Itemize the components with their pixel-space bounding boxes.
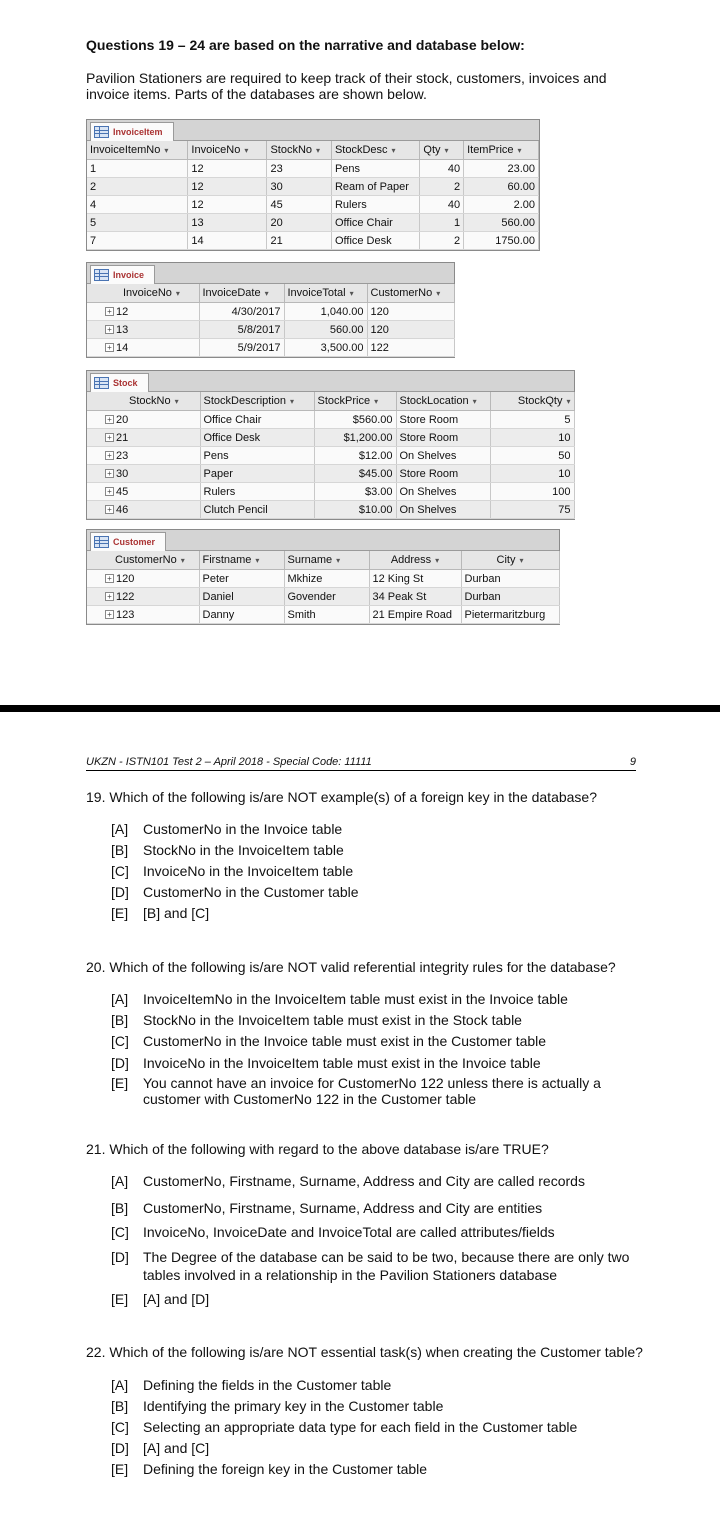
cell[interactable]: Rulers: [200, 483, 314, 501]
cell[interactable]: Govender: [284, 588, 369, 606]
option: [E] [A] and [D]: [111, 1291, 210, 1307]
cell[interactable]: Store Room: [396, 465, 490, 483]
option: [C] Selecting an appropriate data type for each field in the Customer table: [111, 1419, 578, 1435]
page-number: 9: [629, 756, 636, 768]
col-header[interactable]: Qty ▾: [420, 141, 464, 160]
cell[interactable]: Office Desk: [200, 429, 314, 447]
cell[interactable]: 120: [367, 321, 454, 339]
cell[interactable]: Danny: [199, 606, 284, 624]
col-header[interactable]: InvoiceItemNo ▾: [87, 141, 188, 160]
header-course: UKZN - ISTN101 Test 2 – April 2018 - Special Code: 11111: [86, 756, 372, 768]
table-row[interactable]: [87, 339, 454, 357]
table-icon: [94, 377, 109, 389]
cell[interactable]: Pens: [200, 447, 314, 465]
col-header[interactable]: StockQty ▾: [490, 392, 574, 411]
col-header[interactable]: StockDesc ▾: [331, 141, 419, 160]
col-header[interactable]: StockNo ▾: [87, 392, 200, 411]
invoiceitem-table: [86, 119, 540, 251]
cell[interactable]: Pietermaritzburg: [461, 606, 559, 624]
option: [D] [A] and [C]: [111, 1440, 210, 1456]
col-header[interactable]: InvoiceTotal ▾: [284, 284, 367, 303]
cell[interactable]: 2: [420, 178, 464, 196]
cell[interactable]: $3.00: [314, 483, 396, 501]
expand-icon[interactable]: +: [105, 469, 114, 478]
cell[interactable]: 13: [188, 214, 267, 232]
invoice-table: [86, 262, 455, 358]
cell[interactable]: 7: [87, 232, 188, 250]
col-header[interactable]: Firstname ▾: [199, 551, 284, 570]
cell[interactable]: 10: [490, 429, 574, 447]
col-header[interactable]: ItemPrice ▾: [464, 141, 539, 160]
table-row[interactable]: [87, 303, 454, 321]
page-separator: [0, 705, 720, 712]
cell[interactable]: On Shelves: [396, 447, 490, 465]
table-row[interactable]: [87, 570, 559, 588]
cell[interactable]: Durban: [461, 570, 559, 588]
col-header[interactable]: City ▾: [461, 551, 559, 570]
cell[interactable]: 45: [267, 196, 332, 214]
table-icon: [94, 126, 109, 138]
cell[interactable]: 4: [87, 196, 188, 214]
cell[interactable]: 12: [188, 160, 267, 178]
cell[interactable]: 2.00: [464, 196, 539, 214]
cell[interactable]: Store Room: [396, 411, 490, 429]
cell[interactable]: On Shelves: [396, 501, 490, 519]
expand-icon[interactable]: +: [105, 433, 114, 442]
col-header[interactable]: InvoiceNo ▾: [188, 141, 267, 160]
question-19: 19. Which of the following is/are NOT example(s) of a foreign key in the database?: [86, 789, 598, 805]
cell[interactable]: Rulers: [331, 196, 419, 214]
cell[interactable]: 560.00: [464, 214, 539, 232]
option: [C] CustomerNo in the Invoice table must exist in the Customer table: [111, 1033, 547, 1049]
cell[interactable]: 34 Peak St: [369, 588, 461, 606]
cell[interactable]: 5/9/2017: [199, 339, 284, 357]
option: [D] CustomerNo in the Customer table: [111, 884, 359, 900]
cell[interactable]: 1,040.00: [284, 303, 367, 321]
expand-icon[interactable]: +: [105, 415, 114, 424]
cell[interactable]: + 46: [87, 501, 200, 519]
question-20: 20. Which of the following is/are NOT valid referential integrity rules for the database?: [86, 959, 616, 975]
cell[interactable]: 5: [490, 411, 574, 429]
col-header[interactable]: CustomerNo ▾: [87, 551, 199, 570]
option: [B] Identifying the primary key in the Customer table: [111, 1398, 444, 1414]
table-row[interactable]: [87, 606, 559, 624]
cell[interactable]: 12 King St: [369, 570, 461, 588]
cell[interactable]: 5/8/2017: [199, 321, 284, 339]
col-header[interactable]: InvoiceDate ▾: [199, 284, 284, 303]
table-icon: [94, 269, 109, 281]
cell[interactable]: On Shelves: [396, 483, 490, 501]
cell[interactable]: + 30: [87, 465, 200, 483]
cell[interactable]: 60.00: [464, 178, 539, 196]
col-header[interactable]: StockNo ▾: [267, 141, 332, 160]
intro-paragraph: Pavilion Stationers are required to keep track of their stock, customers, invoices and invoice items. Parts of the databases are shown below.: [86, 70, 607, 102]
cell[interactable]: 23.00: [464, 160, 539, 178]
col-header[interactable]: StockLocation ▾: [396, 392, 490, 411]
cell[interactable]: 50: [490, 447, 574, 465]
invoiceitem-tab[interactable]: InvoiceItem: [90, 122, 174, 141]
cell[interactable]: Office Desk: [331, 232, 419, 250]
cell[interactable]: + 122: [87, 588, 199, 606]
col-header[interactable]: CustomerNo ▾: [367, 284, 454, 303]
option: [D] InvoiceNo in the InvoiceItem table must exist in the Invoice table: [111, 1055, 541, 1071]
cell[interactable]: + 13: [87, 321, 199, 339]
cell[interactable]: + 23: [87, 447, 200, 465]
page-header: [86, 756, 636, 771]
table-row[interactable]: [87, 214, 539, 232]
expand-icon[interactable]: +: [105, 325, 114, 334]
cell[interactable]: $1,200.00: [314, 429, 396, 447]
cell[interactable]: 23: [267, 160, 332, 178]
invoice-tab[interactable]: Invoice: [90, 265, 155, 284]
cell[interactable]: Mkhize: [284, 570, 369, 588]
expand-icon[interactable]: +: [105, 487, 114, 496]
cell[interactable]: $10.00: [314, 501, 396, 519]
expand-icon[interactable]: +: [105, 343, 114, 352]
cell[interactable]: + 120: [87, 570, 199, 588]
cell[interactable]: Ream of Paper: [331, 178, 419, 196]
cell[interactable]: 75: [490, 501, 574, 519]
col-header[interactable]: Surname ▾: [284, 551, 369, 570]
cell[interactable]: 120: [367, 303, 454, 321]
cell[interactable]: 12: [188, 196, 267, 214]
customer-table: [86, 529, 560, 625]
table-row[interactable]: [87, 483, 574, 501]
stock-tab[interactable]: Stock: [90, 373, 149, 392]
table-icon: [94, 536, 109, 548]
table-row[interactable]: [87, 465, 574, 483]
cell[interactable]: 1: [87, 160, 188, 178]
option: [C] InvoiceNo in the InvoiceItem table: [111, 863, 354, 879]
customer-tab[interactable]: Customer: [90, 532, 166, 551]
cell[interactable]: Daniel: [199, 588, 284, 606]
cell[interactable]: 2: [87, 178, 188, 196]
cell[interactable]: 21: [267, 232, 332, 250]
question-21: 21. Which of the following with regard to the above database is/are TRUE?: [86, 1141, 549, 1157]
cell[interactable]: 5: [87, 214, 188, 232]
cell[interactable]: 20: [267, 214, 332, 232]
cell[interactable]: 4/30/2017: [199, 303, 284, 321]
option: [B] StockNo in the InvoiceItem table must exist in the Stock table: [111, 1012, 522, 1028]
cell[interactable]: + 45: [87, 483, 200, 501]
expand-icon[interactable]: +: [105, 451, 114, 460]
option: [A] CustomerNo in the Invoice table: [111, 821, 343, 837]
cell[interactable]: Store Room: [396, 429, 490, 447]
table-row[interactable]: [87, 160, 539, 178]
cell[interactable]: 40: [420, 196, 464, 214]
expand-icon[interactable]: +: [105, 610, 114, 619]
cell[interactable]: Smith: [284, 606, 369, 624]
option: [B] StockNo in the InvoiceItem table: [111, 842, 344, 858]
cell[interactable]: + 14: [87, 339, 199, 357]
table-row[interactable]: [87, 232, 539, 250]
option: [C] InvoiceNo, InvoiceDate and InvoiceTotal are called attributes/fields: [111, 1224, 555, 1240]
stock-table: [86, 370, 575, 520]
cell[interactable]: 1: [420, 214, 464, 232]
cell[interactable]: + 20: [87, 411, 200, 429]
cell[interactable]: 12: [188, 178, 267, 196]
table-row[interactable]: [87, 321, 454, 339]
option: [E] [B] and [C]: [111, 905, 210, 921]
cell[interactable]: 14: [188, 232, 267, 250]
cell[interactable]: 21 Empire Road: [369, 606, 461, 624]
cell[interactable]: 1750.00: [464, 232, 539, 250]
cell[interactable]: Durban: [461, 588, 559, 606]
option: [B] CustomerNo, Firstname, Surname, Address and City are entities: [111, 1200, 543, 1216]
option: [A] CustomerNo, Firstname, Surname, Address and City are called records: [111, 1173, 585, 1189]
expand-icon[interactable]: +: [105, 505, 114, 514]
table-row[interactable]: [87, 178, 539, 196]
cell[interactable]: $560.00: [314, 411, 396, 429]
question-22: 22. Which of the following is/are NOT essential task(s) when creating the Customer table?: [86, 1344, 643, 1360]
col-header[interactable]: InvoiceNo ▾: [87, 284, 199, 303]
cell[interactable]: 40: [420, 160, 464, 178]
expand-icon[interactable]: +: [105, 307, 114, 316]
table-row[interactable]: [87, 411, 574, 429]
table-row[interactable]: [87, 196, 539, 214]
cell[interactable]: + 12: [87, 303, 199, 321]
table-row[interactable]: [87, 588, 559, 606]
option: [D] The Degree of the database can be said to be two, because there are only two tables involved in a relationship in the Pavilion Stationers database: [111, 1249, 630, 1283]
cell[interactable]: 30: [267, 178, 332, 196]
cell[interactable]: 3,500.00: [284, 339, 367, 357]
cell[interactable]: $45.00: [314, 465, 396, 483]
section-heading: Questions 19 – 24 are based on the narrative and database below:: [86, 37, 525, 53]
cell[interactable]: Office Chair: [200, 411, 314, 429]
expand-icon[interactable]: +: [105, 592, 114, 601]
cell[interactable]: Pens: [331, 160, 419, 178]
col-header[interactable]: StockPrice ▾: [314, 392, 396, 411]
expand-icon[interactable]: +: [105, 574, 114, 583]
cell[interactable]: $12.00: [314, 447, 396, 465]
cell[interactable]: 2: [420, 232, 464, 250]
option: [A] Defining the fields in the Customer table: [111, 1377, 392, 1393]
cell[interactable]: Peter: [199, 570, 284, 588]
cell[interactable]: + 123: [87, 606, 199, 624]
table-row[interactable]: [87, 447, 574, 465]
col-header[interactable]: StockDescription ▾: [200, 392, 314, 411]
table-row[interactable]: [87, 429, 574, 447]
cell[interactable]: + 21: [87, 429, 200, 447]
cell[interactable]: 10: [490, 465, 574, 483]
cell[interactable]: Office Chair: [331, 214, 419, 232]
cell[interactable]: 100: [490, 483, 574, 501]
table-row[interactable]: [87, 501, 574, 519]
option: [E] You cannot have an invoice for CustomerNo 122 unless there is actually a customer with CustomerNo 122 in the Customer table: [111, 1075, 601, 1107]
col-header[interactable]: Address ▾: [369, 551, 461, 570]
cell[interactable]: 122: [367, 339, 454, 357]
cell[interactable]: Clutch Pencil: [200, 501, 314, 519]
cell[interactable]: 560.00: [284, 321, 367, 339]
option: [A] InvoiceItemNo in the InvoiceItem table must exist in the Invoice table: [111, 991, 568, 1007]
option: [E] Defining the foreign key in the Customer table: [111, 1461, 428, 1477]
cell[interactable]: Paper: [200, 465, 314, 483]
